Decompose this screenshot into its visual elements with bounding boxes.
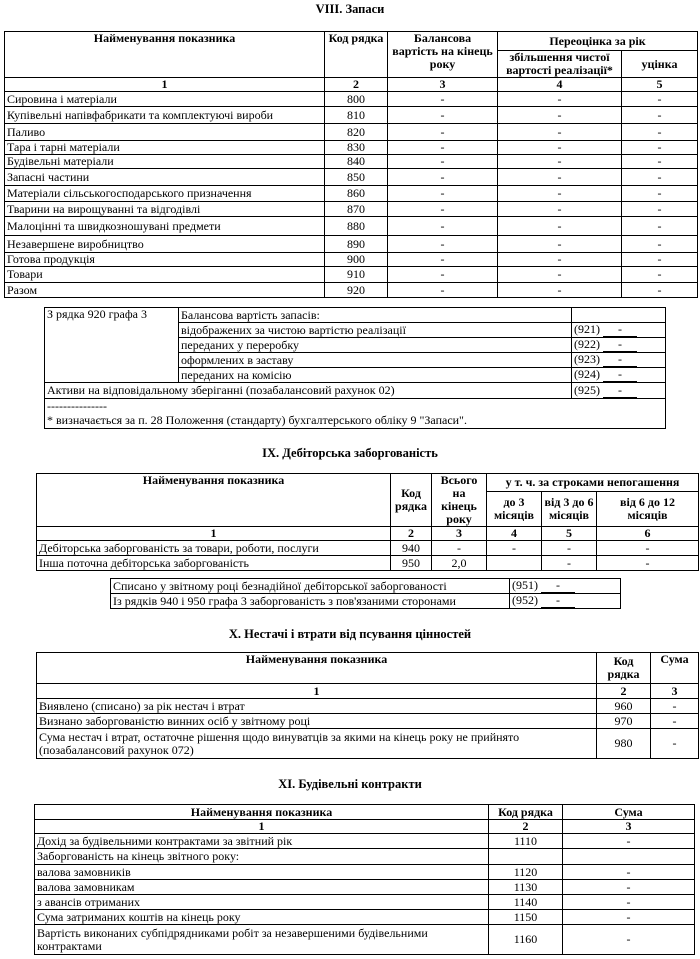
- row-code: 950: [391, 556, 432, 571]
- cell-value: -: [622, 217, 698, 236]
- box-from-label: З рядка 920 графа 3: [45, 308, 179, 383]
- cell-value: -: [498, 141, 622, 155]
- col-header-name: Найменування показника: [37, 653, 597, 684]
- col-header-term2: від 3 до 6 місяців: [542, 492, 597, 527]
- box-item-value: -: [541, 579, 575, 593]
- col-header-markdown: уцінка: [622, 51, 698, 78]
- cell-value: -: [498, 267, 622, 283]
- col-number: 2: [391, 527, 432, 541]
- cell-value: -: [622, 202, 698, 217]
- cell-value: -: [498, 155, 622, 169]
- cell-value: -: [498, 253, 622, 267]
- col-header-code: Код рядка: [391, 474, 432, 527]
- col-header-name: Найменування показника: [5, 32, 325, 78]
- cell-value: -: [388, 155, 498, 169]
- section-title-receivables: IX. Дебіторська заборгованість: [262, 446, 438, 460]
- col-header-sum: Сума: [563, 805, 695, 820]
- cell-value: -: [622, 107, 698, 124]
- cell-value: -: [563, 910, 695, 925]
- col-number: 5: [542, 527, 597, 541]
- table-row: [37, 729, 699, 759]
- row-name: Тварини на вирощуванні та відгодівлі: [5, 202, 325, 217]
- custody-label: Активи на відповідальному зберіганні (позабалансовий рахунок 02): [45, 383, 572, 399]
- row-code: 920: [325, 283, 388, 298]
- cell-value: -: [597, 541, 699, 556]
- cell-value: -: [498, 107, 622, 124]
- col-header-increase: збільшення чистої вартості реалізації*: [498, 51, 622, 78]
- col-header-terms: у т. ч. за строками непогашення: [487, 474, 699, 492]
- box-item-label: Із рядків 940 і 950 графа 3 заборгованість з пов'язаними сторонами: [111, 594, 510, 609]
- box-item-code: (923): [574, 352, 600, 366]
- row-code: 1130: [489, 880, 563, 895]
- cell-value: 2,0: [432, 556, 487, 571]
- cell-value: -: [622, 169, 698, 186]
- box-item-value: -: [603, 338, 637, 352]
- col-header-code: Код рядка: [489, 805, 563, 820]
- table-row: [5, 283, 698, 298]
- cell-value: -: [498, 202, 622, 217]
- cell-value: -: [388, 92, 498, 107]
- cell-value: -: [651, 699, 699, 714]
- cell-value: -: [622, 124, 698, 141]
- row-name: валова замовників: [35, 865, 489, 880]
- row-name: Сума нестач і втрат, остаточне рішення щодо винуватців за якими на кінець року не прийнято (позабалансовий рахунок 072): [37, 729, 597, 759]
- col-number: 2: [597, 684, 651, 699]
- cell-value: -: [622, 236, 698, 253]
- box-item-label: оформлених в заставу: [179, 353, 572, 368]
- cell-value: -: [498, 124, 622, 141]
- row-name: Тара і тарні матеріали: [5, 141, 325, 155]
- cell-value: -: [563, 880, 695, 895]
- col-number: 4: [487, 527, 542, 541]
- row-name: валова замовникам: [35, 880, 489, 895]
- cell-value: -: [498, 186, 622, 202]
- box-item-code: (924): [574, 367, 600, 381]
- cell-value: -: [622, 141, 698, 155]
- col-number: 1: [37, 684, 597, 699]
- row-code: 1160: [489, 925, 563, 955]
- box-item-code: (951): [512, 578, 538, 592]
- cell-value: [563, 849, 695, 865]
- cell-value: -: [388, 107, 498, 124]
- table-row: [5, 169, 698, 186]
- col-header-book-value: Балансова вартість на кінець року: [388, 32, 498, 78]
- cell-value: -: [432, 541, 487, 556]
- row-code: 850: [325, 169, 388, 186]
- construction-table: [34, 804, 695, 955]
- footnote: * визначається за п. 28 Положення (стандарту) бухгалтерського обліку 9 "Запаси".: [47, 413, 467, 427]
- table-row: [5, 124, 698, 141]
- row-code: 840: [325, 155, 388, 169]
- box-item-code: (952): [512, 593, 538, 607]
- table-row: [35, 910, 695, 925]
- table-row: [5, 92, 698, 107]
- col-header-name: Найменування показника: [35, 805, 489, 820]
- col-number: 6: [597, 527, 699, 541]
- cell-value: -: [388, 169, 498, 186]
- cell-value: -: [388, 283, 498, 298]
- col-header-term1: до 3 місяців: [487, 492, 542, 527]
- col-number: 3: [651, 684, 699, 699]
- row-code: 830: [325, 141, 388, 155]
- row-code: 1120: [489, 865, 563, 880]
- row-name: Матеріали сільськогосподарського призначення: [5, 186, 325, 202]
- row-name: Дебіторська заборгованість за товари, роботи, послуги: [37, 541, 391, 556]
- row-name: з авансів отриманих: [35, 895, 489, 910]
- table-row: [35, 865, 695, 880]
- box-item-value: -: [603, 323, 637, 337]
- cell-value: -: [498, 283, 622, 298]
- section-title-inventory: VIII. Запаси: [315, 2, 385, 16]
- row-code: 1150: [489, 910, 563, 925]
- table-row: [5, 141, 698, 155]
- box-item-code: (922): [574, 337, 600, 351]
- row-name: Товари: [5, 267, 325, 283]
- row-name: Дохід за будівельними контрактами за звітний рік: [35, 834, 489, 849]
- row-name: Вартість виконаних субпідрядниками робіт за незавершеними будівельними контрактами: [35, 925, 489, 955]
- custody-value: -: [603, 384, 637, 398]
- box-item-value: -: [603, 368, 637, 382]
- table-row: [35, 880, 695, 895]
- custody-code: (925): [574, 382, 600, 397]
- table-row: [5, 202, 698, 217]
- col-number: 2: [489, 820, 563, 834]
- cell-value: -: [651, 729, 699, 759]
- table-row: [35, 895, 695, 910]
- col-header-total: Всього на кінець року: [432, 474, 487, 527]
- col-number: 2: [325, 78, 388, 92]
- col-header-code: Код рядка: [325, 32, 388, 78]
- box-item-value: -: [603, 353, 637, 367]
- row-code: 800: [325, 92, 388, 107]
- cell-value: -: [563, 834, 695, 849]
- row-code: 810: [325, 107, 388, 124]
- table-row: [5, 186, 698, 202]
- row-code: 880: [325, 217, 388, 236]
- row-name: Заборгованість на кінець звітного року:: [35, 849, 489, 865]
- row-name: Разом: [5, 283, 325, 298]
- row-name: Запасні частини: [5, 169, 325, 186]
- cell-value: -: [542, 556, 597, 571]
- inventory-details-box: [44, 307, 666, 429]
- table-row: [35, 849, 695, 865]
- table-row: [5, 107, 698, 124]
- cell-value: -: [563, 925, 695, 955]
- row-code: 900: [325, 253, 388, 267]
- cell-value: [487, 556, 542, 571]
- row-name: Виявлено (списано) за рік нестач і втрат: [37, 699, 597, 714]
- row-name: Інша поточна дебіторська заборгованість: [37, 556, 391, 571]
- col-header-name: Найменування показника: [37, 474, 391, 527]
- row-code: 910: [325, 267, 388, 283]
- row-code: 940: [391, 541, 432, 556]
- cell-value: -: [498, 92, 622, 107]
- box-item-label: переданих у переробку: [179, 338, 572, 353]
- receivables-table: [36, 473, 699, 571]
- row-name: Готова продукція: [5, 253, 325, 267]
- row-name: Будівельні матеріали: [5, 155, 325, 169]
- box-item-label: Списано у звітному році безнадійної дебіторської заборгованості: [111, 579, 510, 594]
- cell-value: -: [388, 141, 498, 155]
- cell-value: -: [622, 283, 698, 298]
- box-head: Балансова вартість запасів:: [179, 308, 572, 323]
- col-number: 4: [498, 78, 622, 92]
- cell-value: -: [563, 895, 695, 910]
- row-name: Купівельні напівфабрикати та комплектуючі вироби: [5, 107, 325, 124]
- row-code: 870: [325, 202, 388, 217]
- table-row: [37, 541, 699, 556]
- row-name: Сума затриманих коштів на кінець року: [35, 910, 489, 925]
- cell-value: -: [388, 186, 498, 202]
- col-header-term3: від 6 до 12 місяців: [597, 492, 699, 527]
- cell-value: -: [487, 541, 542, 556]
- section-title-shortages: X. Нестачі і втрати від псування цінностей: [228, 627, 472, 641]
- row-name: Малоцінні та швидкозношувані предмети: [5, 217, 325, 236]
- row-code: 960: [597, 699, 651, 714]
- col-number: 3: [388, 78, 498, 92]
- cell-value: -: [498, 217, 622, 236]
- footnote-separator: ---------------: [47, 399, 107, 413]
- table-row: [37, 556, 699, 571]
- cell-value: -: [388, 217, 498, 236]
- col-header-code: Код рядка: [597, 653, 651, 684]
- box-item-label: переданих на комісію: [179, 368, 572, 383]
- receivables-details-box: [110, 578, 621, 609]
- table-row: [5, 236, 698, 253]
- row-name: Паливо: [5, 124, 325, 141]
- col-number: 5: [622, 78, 698, 92]
- table-row: [35, 925, 695, 955]
- cell-value: -: [563, 865, 695, 880]
- row-code: 820: [325, 124, 388, 141]
- table-row: [5, 267, 698, 283]
- box-item-value: -: [541, 594, 575, 608]
- cell-value: -: [388, 267, 498, 283]
- box-item-label: відображених за чистою вартістю реалізації: [179, 323, 572, 338]
- row-name: Незавершене виробництво: [5, 236, 325, 253]
- table-row: [35, 834, 695, 849]
- cell-value: -: [498, 169, 622, 186]
- col-number: 3: [563, 820, 695, 834]
- table-row: [37, 714, 699, 729]
- table-row: [5, 155, 698, 169]
- col-header-revaluation: Переоцінка за рік: [498, 32, 698, 51]
- cell-value: -: [388, 236, 498, 253]
- col-number: 1: [35, 820, 489, 834]
- row-code: 1140: [489, 895, 563, 910]
- cell-value: -: [622, 186, 698, 202]
- row-code: 970: [597, 714, 651, 729]
- row-code: 860: [325, 186, 388, 202]
- table-row: [37, 699, 699, 714]
- cell-value: -: [498, 236, 622, 253]
- cell-value: -: [651, 714, 699, 729]
- cell-value: -: [622, 253, 698, 267]
- row-name: Визнано заборгованістю винних осіб у звітному році: [37, 714, 597, 729]
- col-header-sum: Сума: [651, 653, 699, 684]
- row-name: Сировина і матеріали: [5, 92, 325, 107]
- row-code: [489, 849, 563, 865]
- cell-value: -: [622, 267, 698, 283]
- table-row: [5, 253, 698, 267]
- cell-value: -: [542, 541, 597, 556]
- section-title-construction: XI. Будівельні контракти: [278, 777, 422, 791]
- cell-value: -: [622, 155, 698, 169]
- table-row: [5, 217, 698, 236]
- shortages-table: [36, 652, 699, 759]
- cell-value: -: [597, 556, 699, 571]
- cell-value: -: [388, 202, 498, 217]
- cell-value: -: [622, 92, 698, 107]
- cell-value: -: [388, 124, 498, 141]
- col-number: 3: [432, 527, 487, 541]
- col-number: 1: [37, 527, 391, 541]
- row-code: 890: [325, 236, 388, 253]
- col-number: 1: [5, 78, 325, 92]
- box-item-code: (921): [574, 322, 600, 336]
- row-code: 1110: [489, 834, 563, 849]
- inventory-table: [4, 31, 698, 298]
- cell-value: -: [388, 253, 498, 267]
- row-code: 980: [597, 729, 651, 759]
